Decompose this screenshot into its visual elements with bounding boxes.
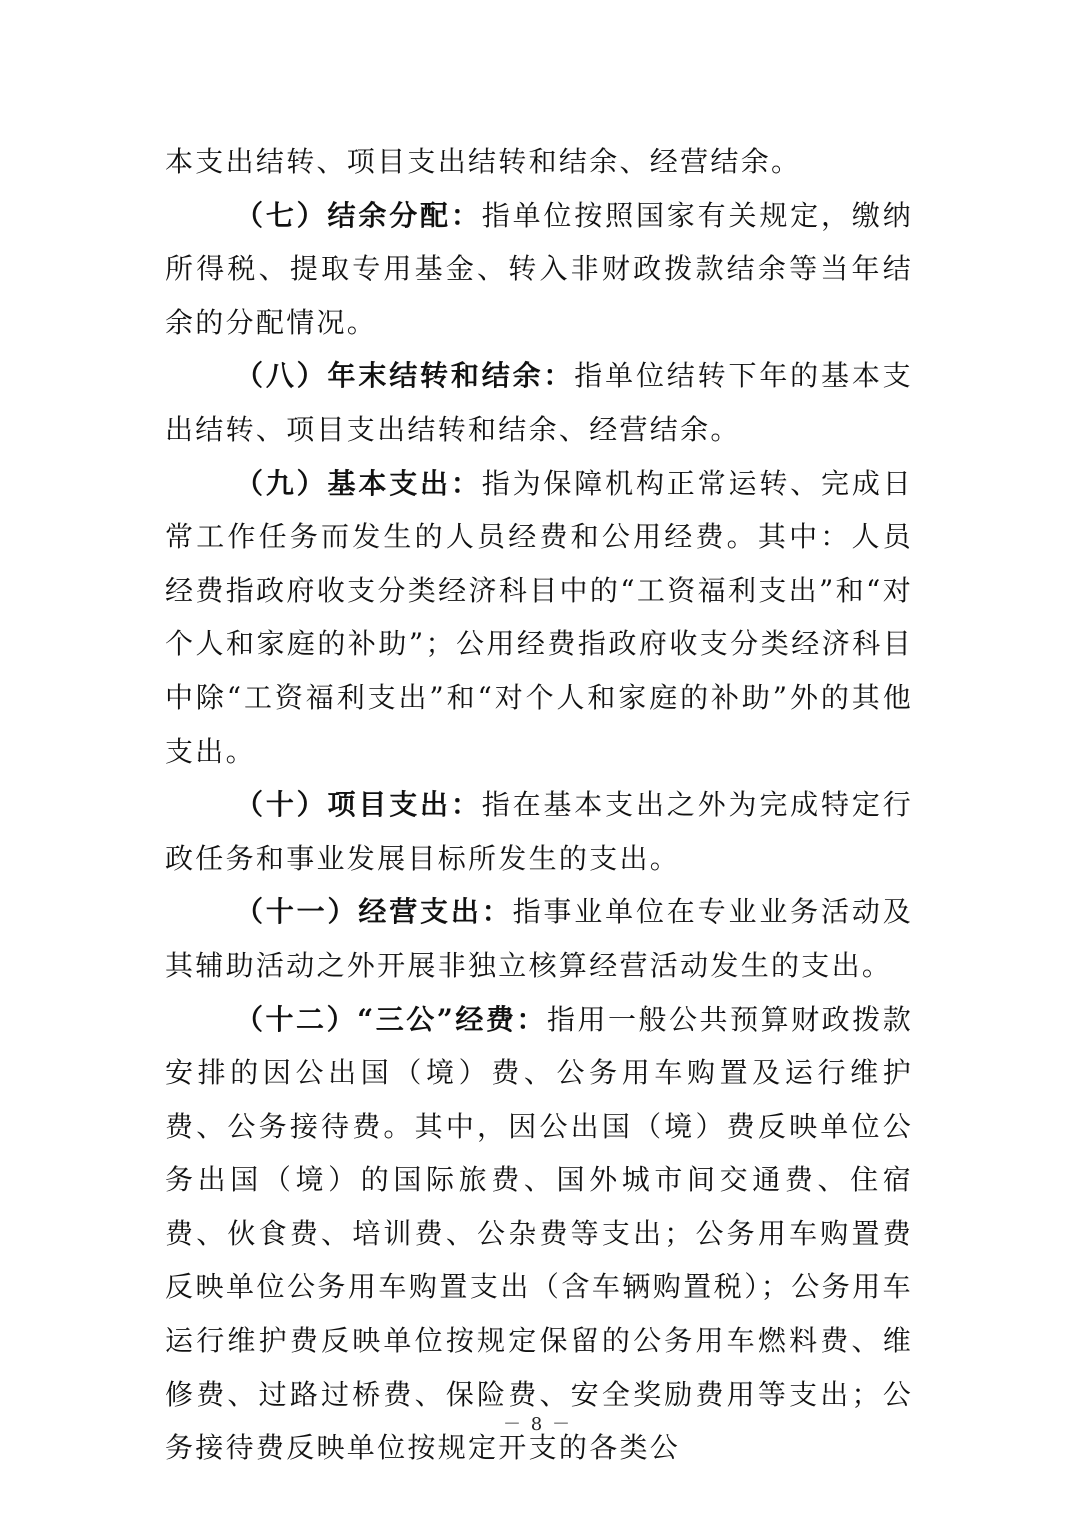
- term-heading: （十一）经营支出：: [235, 895, 513, 929]
- paragraph-text: 指单位结转下年的基本支出结转、项目支出结转和结余、经营结余。: [165, 359, 913, 446]
- paragraph-text: 指单位按照国家有关规定，缴纳所得税、提取专用基金、转入非财政拨款结余等当年结余的分配情况。: [165, 198, 914, 339]
- paragraph-three-public-expenses: [165, 993, 913, 1475]
- paragraph-basic-expenditure: [165, 457, 913, 779]
- term-heading: （十）项目支出：: [235, 788, 482, 822]
- paragraph-text: 指用一般公共预算财政拨款安排的因公出国（境）费、公务用车购置及运行维护费、公务接待费。其中，因公出国（境）费反映单位公务出国（境）的国际旅费、国外城市间交通费、住宿费、伙食费、培训费、公杂费等支出；公务用车购置费反映单位公务用车购置支出（含车辆购置税）；公务用车运行维护费反映单位按规定保留的公务用车燃料费、维修费、过路过桥费、保险费、安全奖励费用等支出；公务接待费反映单位按规定开支的各类公: [165, 1002, 913, 1465]
- paragraph-text: 指事业单位在专业业务活动及其辅助活动之外开展非独立核算经营活动发生的支出。: [165, 895, 914, 982]
- term-heading: （十二）“三公”经费：: [235, 1002, 547, 1036]
- paragraph-project-expenditure: [165, 778, 913, 885]
- document-body: [165, 135, 913, 1475]
- paragraph-operating-expenditure: [165, 885, 913, 992]
- paragraph-text: 指为保障机构正常运转、完成日常工作任务而发生的人员经费和公用经费。其中：人员经费指政府收支分类经济科目中的“工资福利支出”和“对个人和家庭的补助”；公用经费指政府收支分类经济科目中除“工资福利支出”和“对个人和家庭的补助”外的其他支出。: [165, 466, 914, 768]
- paragraph-surplus-distribution: [165, 189, 913, 350]
- term-heading: （八）年末结转和结余：: [235, 359, 575, 393]
- paragraph-text: 本支出结转、项目支出结转和结余、经营结余。: [165, 145, 802, 178]
- paragraph-year-end-carryover: [165, 349, 913, 456]
- paragraph-text: 指在基本支出之外为完成特定行政任务和事业发展目标所发生的支出。: [165, 788, 914, 875]
- term-heading: （九）基本支出：: [235, 466, 482, 500]
- paragraph-continuation: [165, 135, 913, 189]
- page-number: － 8 －: [503, 1414, 572, 1435]
- term-heading: （七）结余分配：: [235, 198, 482, 232]
